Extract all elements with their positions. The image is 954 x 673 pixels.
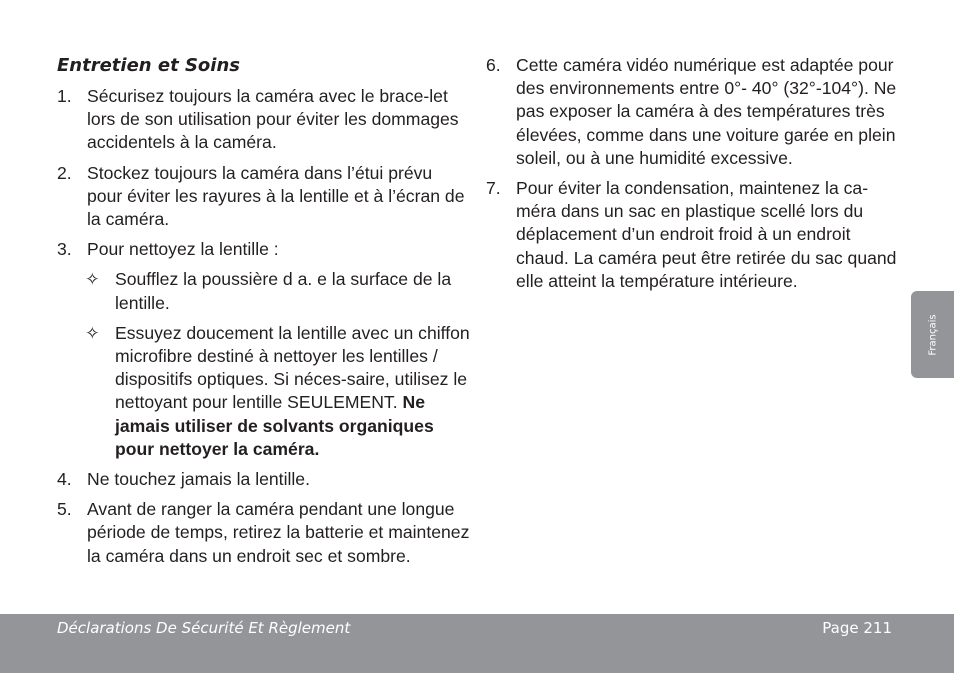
page-footer — [0, 614, 954, 673]
item-text: Pour nettoyez la lentille : — [87, 239, 279, 260]
sub-item-text: Essuyez doucement la lentille avec un chiffon microfibre destiné à nettoyer les lentilles / dispositifs optiques. Si néces-saire, utilisez le nettoyant pour lentille SEULEMENT. — [115, 322, 470, 413]
item-text: Pour éviter la condensation, maintenez la ca-méra dans un sac en plastique scellé lors du déplacement d’un endroit froid à un endroit chaud. La caméra peut être retirée du sac quand elle atteint la température intérieure. — [516, 178, 897, 291]
right-column — [486, 54, 901, 300]
list-item — [486, 54, 901, 170]
left-column — [57, 85, 472, 575]
sub-list-item — [57, 322, 472, 461]
item-text: Cette caméra vidéo numérique est adaptée pour des environnements entre 0°- 40° (32°-104°). Ne pas exposer la caméra à des températures très élevées, comme dans une voiture garée en plein soleil, ou à une humidité excessive. — [516, 55, 897, 168]
item-text: Avant de ranger la caméra pendant une longue période de temps, retirez la batterie et maintenez la caméra dans un endroit sec et sombre. — [87, 499, 470, 566]
list-item — [57, 238, 472, 261]
item-number: 2. — [57, 162, 72, 183]
sparkle-bullet-icon: ✧ — [85, 322, 100, 343]
list-item — [57, 498, 472, 568]
item-number: 5. — [57, 499, 72, 520]
item-text: Stockez toujours la caméra dans l’étui prévu pour éviter les rayures à la lentille et à l’écran de la caméra. — [87, 162, 465, 230]
list-item — [57, 162, 472, 232]
page-number: Page 211 — [822, 619, 892, 637]
item-number: 6. — [486, 55, 501, 75]
item-number: 4. — [57, 469, 72, 490]
list-item — [486, 177, 901, 293]
item-text: Ne touchez jamais la lentille. — [87, 469, 310, 490]
section-heading: Entretien et Soins — [57, 55, 240, 76]
language-tab — [911, 291, 954, 378]
sub-item-text: Soufflez la poussière d a. e la surface de la lentille. — [115, 269, 452, 313]
item-number: 3. — [57, 239, 72, 260]
warning-text: Ne jamais utiliser de solvants organiques pour nettoyer la caméra. — [115, 392, 434, 459]
item-number: 7. — [486, 178, 501, 199]
list-item — [57, 85, 472, 155]
list-item — [57, 468, 472, 491]
item-text: Sécurisez toujours la caméra avec le brace-let lors de son utilisation pour éviter les dommages accidentels à la caméra. — [87, 86, 459, 153]
footer-title: Déclarations De Sécurité Et Règlement — [57, 619, 351, 637]
sparkle-bullet-icon: ✧ — [85, 269, 100, 290]
item-number: 1. — [57, 86, 72, 106]
language-tab-label: Français — [927, 313, 938, 356]
sub-list-item — [57, 268, 472, 314]
